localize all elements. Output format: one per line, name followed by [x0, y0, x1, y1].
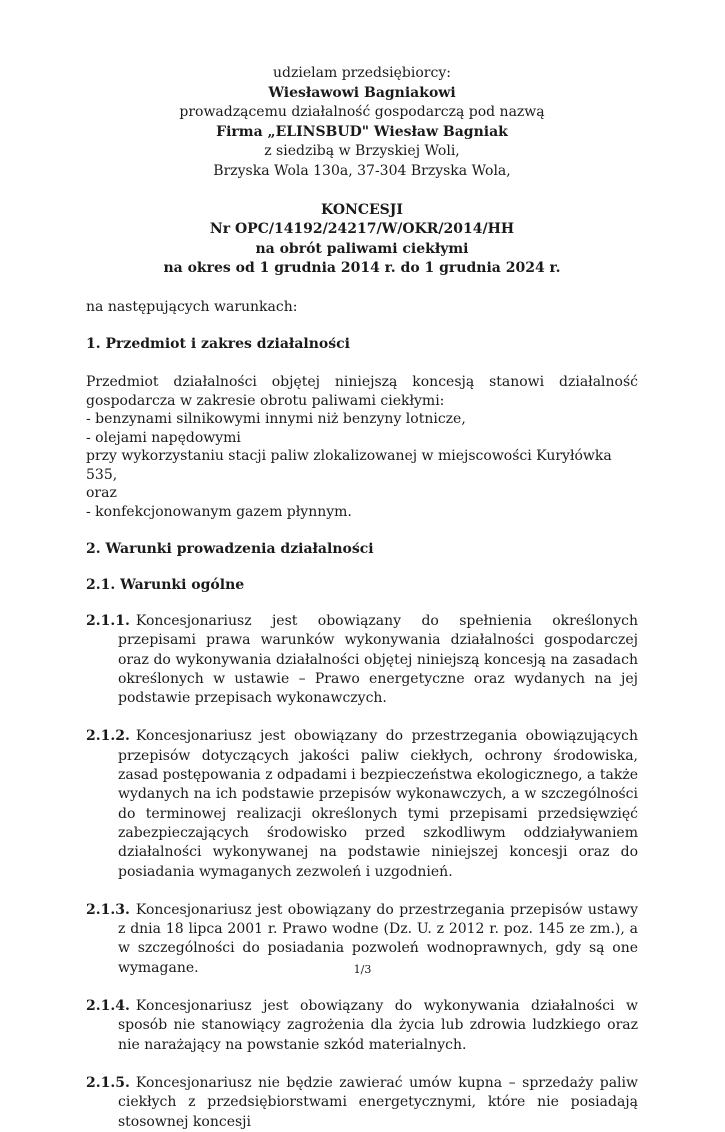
- section1-list-item: - konfekcjonowanym gazem płynnym.: [86, 503, 352, 520]
- section2-heading: 2. Warunki prowadzenia działalności: [86, 541, 374, 557]
- grantee-activity: prowadzącemu działalność gospodarczą pod nazwą: [179, 104, 545, 120]
- clause-text: Koncesjonariusz jest obowiązany do przestrzegania obowiązujących przepisów dotyczących jakości paliw ciekłych, ochrony środowiska, zasad postępowania z odpadami i bezpieczeństwa ekologicznego, a także wydanych na ich podstawie przepisów wykonawczych, a w szczególności do terminowej realizacji określonych tymi przepisami przedsięwzięć zabezpieczających środowisko przed szkodliwym oddziaływaniem działalności wykonywanej na podstawie niniejszej koncesji oraz do posiadania wymaganych zezwoleń i uzgodnień.: [118, 728, 638, 880]
- grantee-name: Wiesławowi Bagniakowi: [268, 84, 456, 101]
- clause-number: 2.1.5.: [86, 1074, 130, 1091]
- section1-list-item: - benzynami silnikowymi innymi niż benzyny lotnicze,: [86, 411, 466, 427]
- clause-number: 2.1.3.: [86, 901, 130, 918]
- clause-2-1-2: [86, 727, 638, 881]
- company-address: Brzyska Wola 130a, 37-304 Brzyska Wola,: [213, 162, 511, 179]
- clause-number: 2.1.2.: [86, 728, 130, 745]
- clause-text: Koncesjonariusz jest obowiązany do przestrzegania przepisów ustawy z dnia 18 lipca 2001 r. Prawo wodne (Dz. U. z 2012 r. poz. 145 ze zm.), a w szczególności do posiadania pozwoleń wodnoprawnych, gdy są one wymagane.: [118, 901, 638, 976]
- clause-number: 2.1.1.: [86, 613, 130, 629]
- section1-list-item: - olejami napędowymi: [86, 429, 241, 446]
- clause-2-1-4: [86, 997, 638, 1055]
- section1-location: przy wykorzystaniu stacji paliw zlokalizowanej w miejscowości Kuryłówka 535,: [86, 448, 612, 483]
- section1-conjunction: oraz: [86, 485, 117, 501]
- concession-number: Nr OPC/14192/24217/W/OKR/2014/HH: [209, 221, 515, 237]
- company-seat: z siedzibą w Brzyskiej Woli,: [264, 143, 460, 159]
- clause-text: Koncesjonariusz jest obowiązany do wykonywania działalności w sposób nie stanowiący zagrożenia dla życia lub zdrowia ludzkiego oraz nie narażający na powstanie szkód materialnych.: [118, 998, 638, 1053]
- clause-2-1-5: [86, 1074, 638, 1132]
- grantee-intro: udzielam przedsiębiorcy:: [273, 65, 451, 81]
- concession-subject: na obrót paliwami ciekłymi: [255, 240, 469, 257]
- section2-1-heading: 2.1. Warunki ogólne: [86, 577, 245, 593]
- clause-text: Koncesjonariusz nie będzie zawierać umów kupna – sprzedaży paliw ciekłych z przedsiębiorstwami energetycznymi, które nie posiadają stosownej koncesji: [118, 1074, 638, 1130]
- section1-paragraph: Przedmiot działalności objętej niniejszą koncesją stanowi działalność gospodarcza w zakresie obrotu paliwami ciekłymi:: [86, 374, 638, 409]
- company-name: Firma „ELINSBUD" Wiesław Bagniak: [216, 123, 508, 140]
- intro-text: na następujących warunkach:: [86, 298, 298, 315]
- section1-heading: 1. Przedmiot i zakres działalności: [86, 336, 350, 352]
- clause-text: Koncesjonariusz jest obowiązany do spełnienia określonych przepisami prawa warunków wykonywania działalności gospodarczej oraz do wykonywania działalności objętej niniejszą koncesją na zasadach określonych w ustawie – Prawo energetyczne oraz wydanych na jej podstawie przepisach wykonawczych.: [118, 613, 638, 707]
- concession-period: na okres od 1 grudnia 2014 r. do 1 grudnia 2024 r.: [163, 260, 561, 276]
- concession-title: KONCESJI: [321, 201, 403, 218]
- grantee-block: [86, 64, 638, 279]
- page-number: 1/3: [353, 963, 372, 976]
- clause-2-1-1: [86, 612, 638, 708]
- clause-number: 2.1.4.: [86, 998, 130, 1015]
